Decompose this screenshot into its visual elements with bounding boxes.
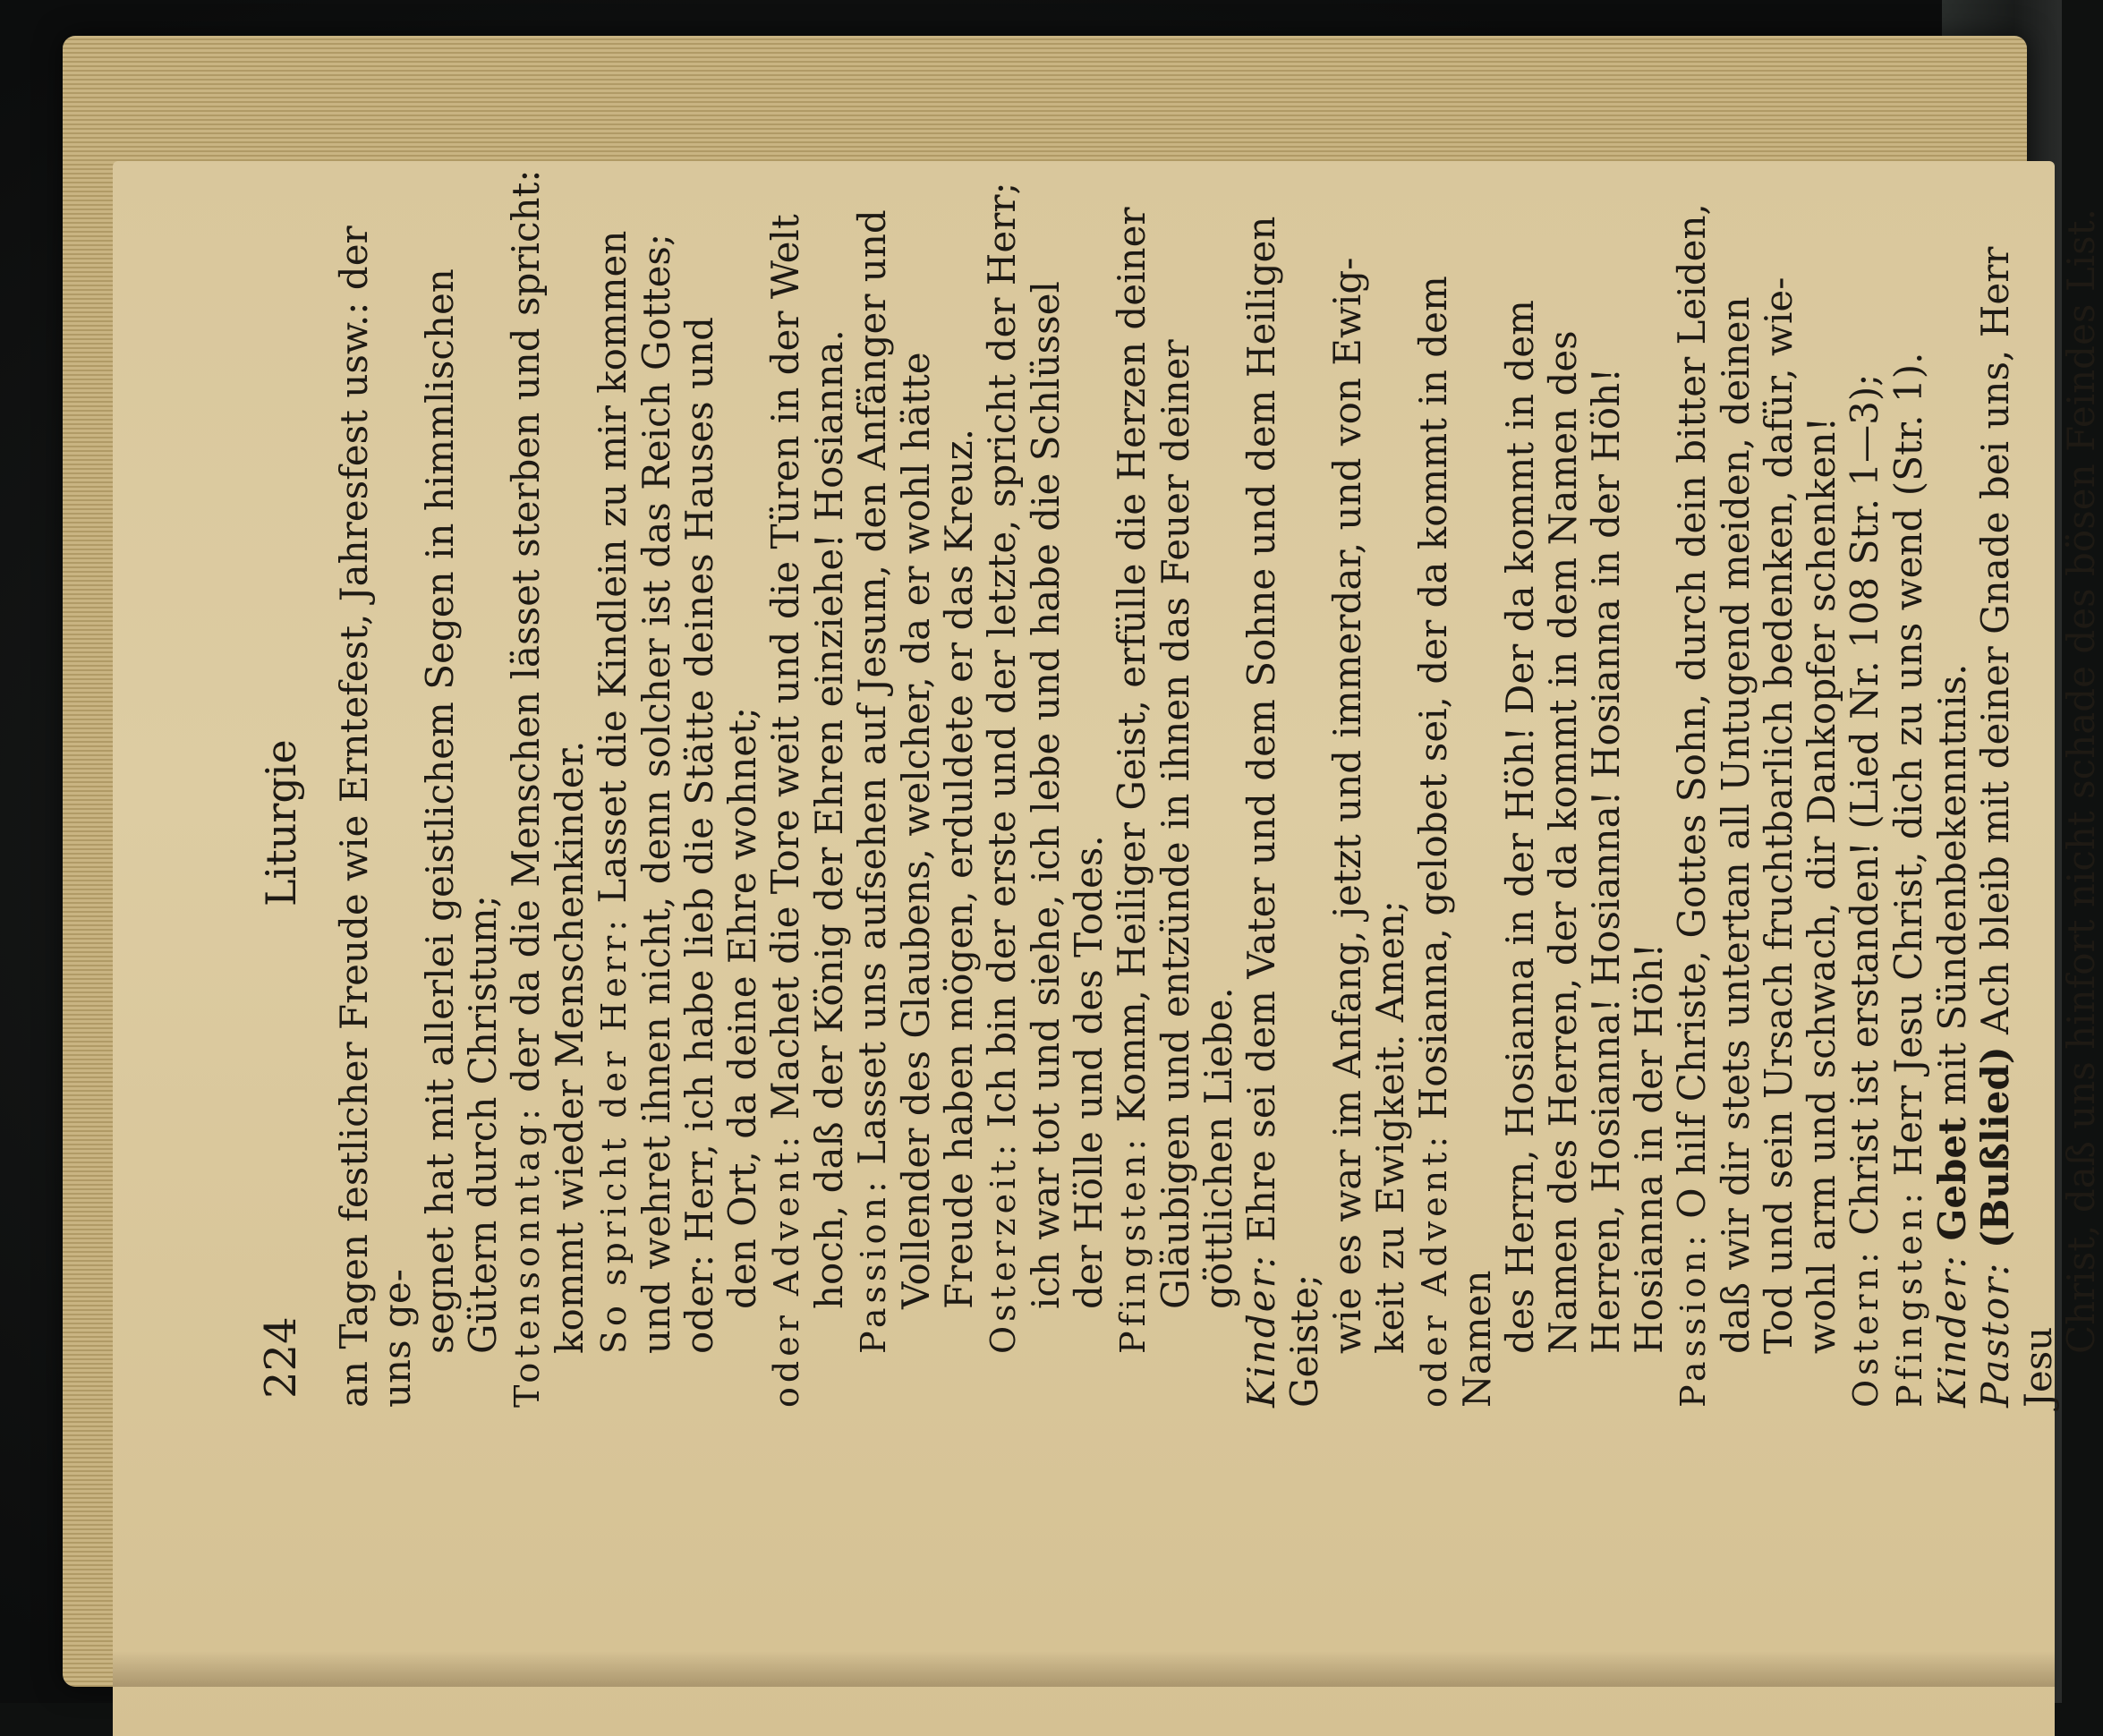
text-line: Passion: O hilf Christe, Gottes Sohn, durch dein bitter Leiden, bbox=[1670, 203, 1714, 1408]
text-line: hoch, daß der König der Ehren einziehe! Hosianna. bbox=[807, 329, 851, 1309]
occasion-label: Totensonntag: bbox=[507, 1104, 547, 1408]
occasion-label: Pfingsten: bbox=[1113, 1134, 1153, 1354]
occasion-label: Pfingsten: bbox=[1890, 1187, 1929, 1408]
text-line: segnet hat mit allerlei geistlichem Segen in himmlischen bbox=[418, 268, 462, 1354]
text-line: Pfingsten: Herr Jesu Christ, dich zu uns wend (Str. 1). bbox=[1886, 352, 1930, 1408]
occasion-label: oder: bbox=[677, 1254, 721, 1354]
text-line: Gütern durch Christum; bbox=[461, 895, 505, 1354]
text-line: Tod und sein Ursach fruchtbarlich bedenken, dafür, wie- bbox=[1757, 277, 1801, 1354]
text-line: keit zu Ewigkeit. Amen; bbox=[1368, 900, 1412, 1354]
text-line: Namen des Herren, der da kommt in dem Namen des bbox=[1541, 330, 1585, 1354]
text-line: oder Advent: Machet die Tore weit und die Türen in der Welt bbox=[763, 214, 807, 1408]
text-line: und wehret ihnen nicht, denn solcher ist das Reich Gottes; bbox=[634, 233, 678, 1354]
text-line: Gläubigen und entzünde in ihnen das Feuer deiner bbox=[1154, 339, 1197, 1309]
text-line: Herren, Hosianna! Hosianna! Hosianna in der Höh! bbox=[1584, 367, 1628, 1354]
occasion-label: Passion: bbox=[1673, 1230, 1713, 1408]
text-line: göttlichen Liebe. bbox=[1196, 987, 1240, 1309]
occasion-label: Ostern: bbox=[1846, 1247, 1886, 1408]
text-line: Freude haben mögen, erduldete er das Kreuz. bbox=[937, 428, 981, 1309]
text-line: Pfingsten: Komm, Heiliger Geist, erfülle die Herzen deiner bbox=[1110, 207, 1154, 1354]
occasion-label: Osterzeit: bbox=[983, 1139, 1023, 1354]
occasion-label: Passion: bbox=[854, 1177, 893, 1354]
text-line: oder: Herr, ich habe lieb die Stätte deines Hauses und bbox=[677, 316, 721, 1354]
text-line: Kinder: Ehre sei dem Vater und dem Sohne und dem Heiligen Geiste; bbox=[1239, 216, 1326, 1408]
speaker-label: Kinder: bbox=[1930, 1254, 1974, 1408]
text-line: Christ, daß uns hinfort nicht schade des bösen Feindes List. bbox=[2059, 208, 2103, 1354]
occasion-label: So spricht der Herr: bbox=[594, 915, 634, 1354]
text-line: Vollender des Glaubens, welcher, da er wohl hätte bbox=[894, 352, 938, 1309]
text-line: den Ort, da deine Ehre wohnet; bbox=[720, 706, 764, 1309]
text-line: des Herrn, Hosianna in der Höh! Der da kommt in dem bbox=[1498, 300, 1542, 1354]
text-line: Kinder: Gebet mit Sündenbekenntnis. bbox=[1930, 663, 1974, 1408]
occasion-label: oder Advent: bbox=[767, 1131, 806, 1408]
text-line: Ostern: Christ ist erstanden! (Lied Nr. 108 Str. 1—3); bbox=[1843, 373, 1886, 1408]
text-line: Totensonntag: der da die Menschen lässet sterben und spricht: bbox=[504, 169, 548, 1408]
text-line: daß wir dir stets untertan all Untugend meiden, deinen bbox=[1714, 296, 1758, 1354]
text-line: oder Advent: Hosianna, gelobet sei, der da kommt in dem Namen bbox=[1411, 276, 1499, 1408]
text-line: ich war tot und siehe, ich lebe und habe die Schlüssel bbox=[1024, 281, 1068, 1309]
text-line: an Tagen festlicher Freude wie Erntefest, Jahresfest usw.: der uns ge- bbox=[332, 226, 419, 1408]
text-line: wohl arm und schwach, dir Dankopfer schenken! bbox=[1800, 416, 1843, 1354]
page-header bbox=[256, 155, 317, 1408]
text-line: kommt wieder Menschenkinder. bbox=[548, 740, 592, 1354]
text-line: So spricht der Herr: Lasset die Kindlein zu mir kommen bbox=[591, 230, 634, 1354]
speaker-label: Kinder: bbox=[1239, 1254, 1283, 1408]
occasion-label: oder Advent: bbox=[1415, 1131, 1454, 1408]
text-line: Osterzeit: Ich bin der erste und der letzte, spricht der Herr; bbox=[980, 182, 1024, 1354]
text-line: Passion: Lasset uns aufsehen auf Jesum, den Anfänger und bbox=[850, 209, 894, 1354]
running-title: Liturgie bbox=[257, 739, 305, 906]
page-number: 224 bbox=[256, 1316, 306, 1399]
liturgy-text bbox=[256, 155, 2103, 1408]
speaker-label: Pastor: bbox=[1973, 1261, 2017, 1408]
text-line: wie es war im Anfang, jetzt und immerdar, und von Ewig- bbox=[1325, 257, 1369, 1354]
text-line: Hosianna in der Höh! bbox=[1627, 942, 1671, 1354]
text-line: der Hölle und des Todes. bbox=[1067, 835, 1111, 1309]
text-line: Pastor: (Bußlied) Ach bleib mit deiner Gnade bei uns, Herr Jesu bbox=[1973, 246, 2060, 1408]
